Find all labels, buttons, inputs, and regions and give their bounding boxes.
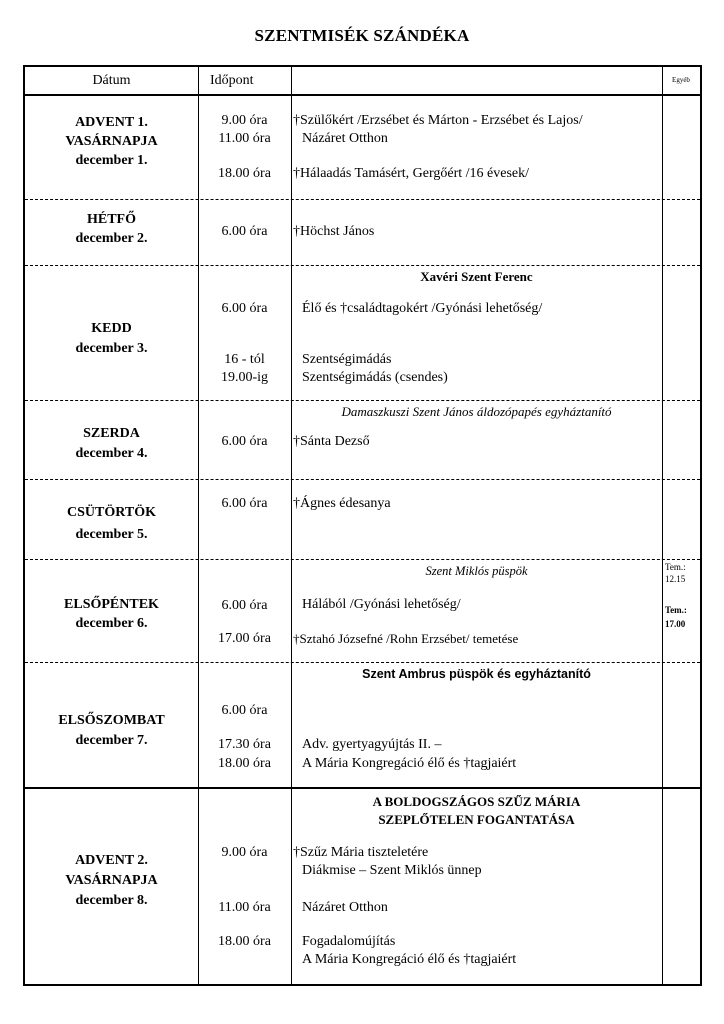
mass-intention: Názáret Otthon (302, 900, 388, 915)
day-name: ELSŐSZOMBAT (58, 713, 165, 728)
mass-time: 6.00 óra (221, 703, 268, 718)
row-divider (25, 265, 700, 266)
mass-time: 18.00 óra (218, 756, 271, 771)
mass-time: 6.00 óra (221, 496, 268, 511)
column-divider (291, 67, 292, 984)
day-name: KEDD (91, 321, 132, 336)
mass-intention: †Sánta Dezső (293, 434, 370, 449)
other-note: 12.15 (665, 574, 686, 584)
day-date: december 3. (75, 341, 148, 356)
row-divider (25, 479, 700, 480)
day-name: HÉTFŐ (86, 212, 136, 227)
column-divider (662, 67, 663, 984)
mass-intention: Diákmise – Szent Miklós ünnep (302, 863, 482, 878)
day-date: december 6. (75, 616, 148, 631)
mass-time: 17.30 óra (218, 737, 271, 752)
other-note: Tem.: (665, 562, 686, 572)
mass-intention: Názáret Otthon (302, 131, 388, 146)
day-name: VASÁRNAPJA (65, 873, 158, 888)
mass-intention: †Hálaadás Tamásért, Gergőért /16 évesek/ (293, 166, 530, 181)
mass-intention: †Szűz Mária tiszteletére (293, 845, 429, 860)
mass-intention: A Mária Kongregáció élő és †tagjaiért (302, 952, 517, 967)
mass-time: 6.00 óra (221, 224, 268, 239)
day-date: december 7. (75, 733, 148, 748)
mass-time: 11.00 óra (218, 900, 271, 915)
mass-time: 6.00 óra (221, 598, 268, 613)
mass-intention: Hálából /Gyónási lehetőség/ (302, 597, 461, 612)
mass-time: 18.00 óra (218, 166, 271, 181)
mass-time: 9.00 óra (221, 845, 268, 860)
feast-title: SZEPLŐTELEN FOGANTATÁSA (378, 812, 575, 827)
other-note: Tem.: (665, 605, 687, 615)
row-divider (25, 199, 700, 200)
mass-time: 6.00 óra (221, 434, 268, 449)
header-time: Időpont (210, 73, 254, 88)
mass-time: 9.00 óra (221, 113, 268, 128)
day-date: december 1. (75, 153, 148, 168)
feast-title: Szent Miklós püspök (425, 564, 528, 578)
mass-intention: Adv. gyertyagyújtás II. – (302, 737, 442, 752)
mass-intention: Szentségimádás (csendes) (302, 370, 448, 385)
mass-intention: †Szülőkért /Erzsébet és Márton - Erzsébet és Lajos/ (293, 113, 583, 128)
table-header (25, 67, 700, 96)
feast-title: Damaszkuszi Szent János áldozópapés egyháztanító (341, 404, 612, 419)
mass-intention: A Mária Kongregáció élő és †tagjaiért (302, 756, 517, 771)
mass-time: 17.00 óra (218, 631, 271, 646)
mass-time: 16 - tól (224, 352, 265, 367)
mass-schedule-table (23, 65, 702, 986)
day-name: CSÜTÖRTÖK (67, 505, 156, 520)
mass-time: 11.00 óra (218, 131, 271, 146)
mass-time: 19.00-ig (220, 370, 269, 385)
mass-intention: Szentségimádás (302, 352, 392, 367)
mass-time: 6.00 óra (221, 301, 268, 316)
mass-intention: Fogadalomújítás (302, 934, 396, 949)
day-date: december 8. (75, 893, 148, 908)
feast-title: A BOLDOGSZÁGOS SZŰZ MÁRIA (372, 794, 581, 809)
day-date: december 2. (75, 231, 148, 246)
day-name: VASÁRNAPJA (65, 134, 158, 149)
feast-title: Szent Ambrus püspök és egyháztanító (362, 667, 591, 681)
day-name: ELSŐPÉNTEK (64, 597, 159, 612)
mass-intention: †Ágnes édesanya (293, 496, 391, 511)
day-name: ADVENT 1. (75, 115, 148, 130)
header-date: Dátum (92, 73, 131, 88)
row-divider (25, 559, 700, 560)
other-note: 17.00 (665, 619, 686, 629)
mass-intention: Élő és †családtagokért /Gyónási lehetőség/ (302, 301, 543, 316)
day-name: SZERDA (83, 426, 140, 441)
mass-intention: †Sztahó Józsefné /Rohn Erzsébet/ temetése (293, 631, 519, 646)
mass-intention: †Höchst János (293, 224, 375, 239)
row-divider (25, 662, 700, 663)
day-name: ADVENT 2. (75, 853, 148, 868)
mass-time: 18.00 óra (218, 934, 271, 949)
day-date: december 5. (75, 527, 148, 542)
row-divider (25, 787, 700, 789)
header-other: Egyéb (672, 76, 690, 84)
row-divider (25, 400, 700, 401)
day-date: december 4. (75, 446, 148, 461)
page-title: SZENTMISÉK SZÁNDÉKA (254, 26, 470, 45)
feast-title: Xavéri Szent Ferenc (420, 269, 533, 284)
